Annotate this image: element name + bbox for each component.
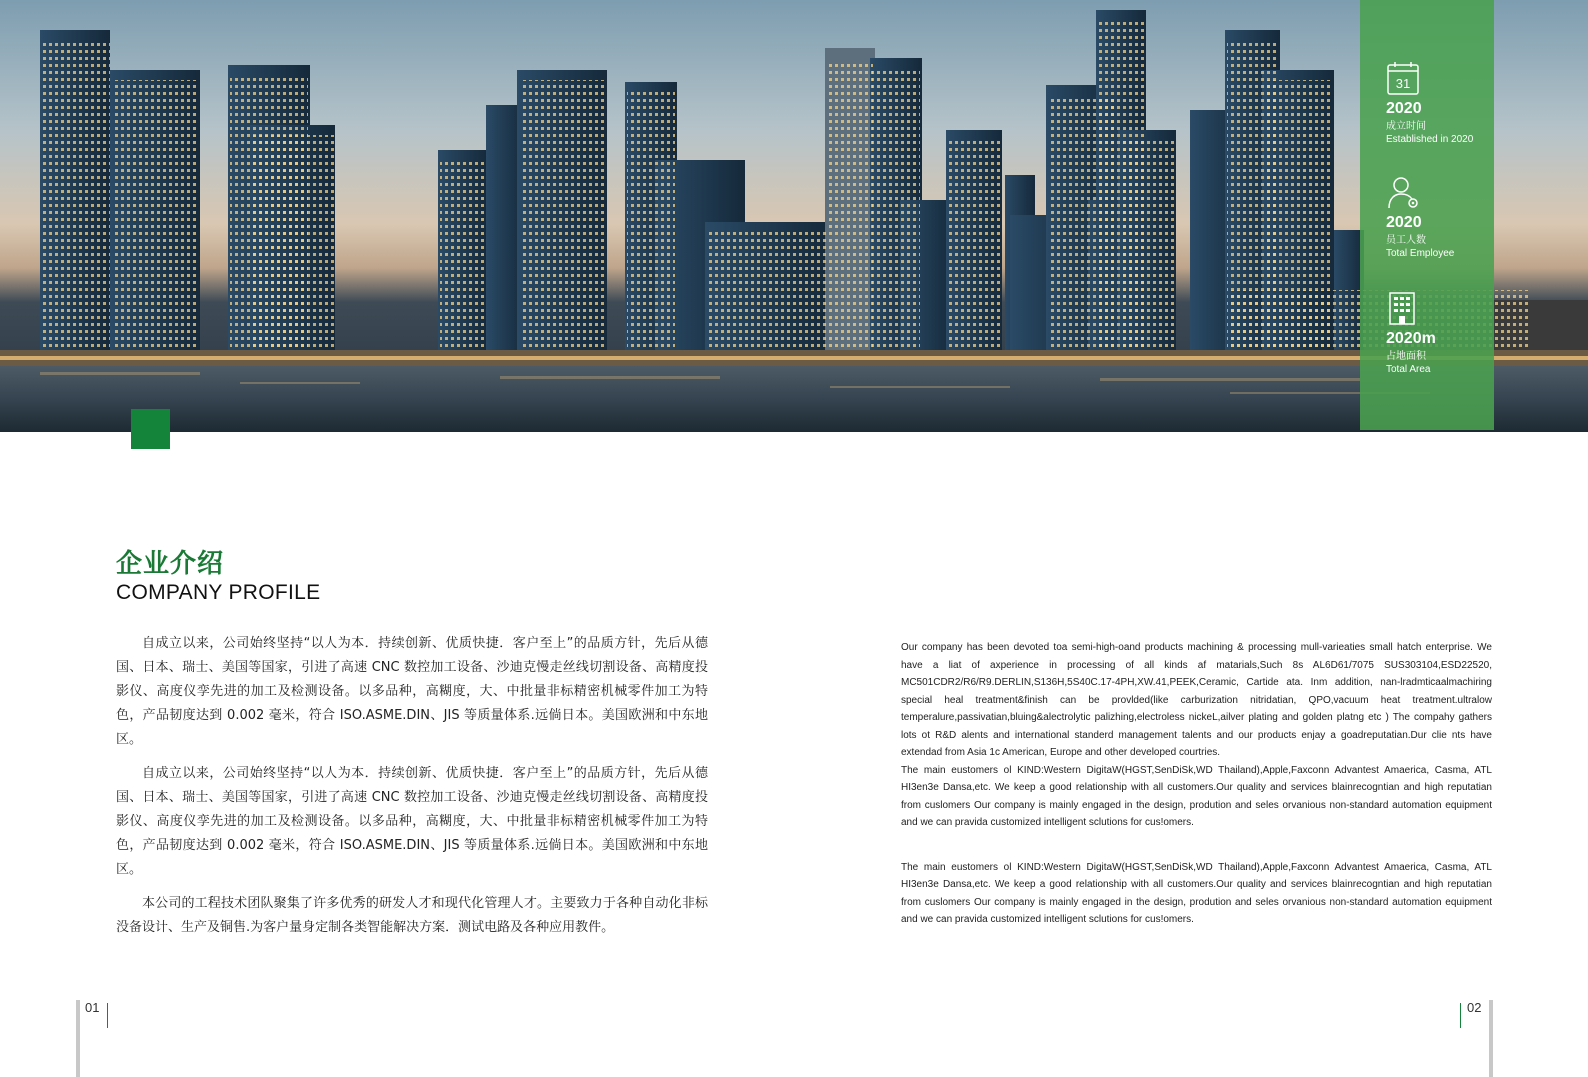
stat-value: 2020 xyxy=(1386,100,1422,117)
page-marker-left-bar xyxy=(76,1000,80,1077)
building-icon xyxy=(1386,290,1420,326)
page-marker-right-line xyxy=(1460,1003,1461,1028)
stat-label-en: Total Employee xyxy=(1386,248,1455,259)
en-paragraph: The main eustomers ol KIND:Western DigitaW(HGST,SenDiSk,WD Thailand),Apple,Faxconn Advantest Amaerica, Casma, ATL HI3en3e Dansa,etc. We keep a good relationship with all customers.Our quality and services blainrecogntian and high reputatian from cuslomers Our company is mainly engaged in the design, prodution and seles orvanious non-standard automation equipment and we can pravida customized intelligent sclutions for cus!omers. xyxy=(901,764,1492,828)
section-title-cn: 企业介绍 xyxy=(116,549,225,579)
stat-label-cn: 成立时间 xyxy=(1386,121,1426,132)
skyline-illustration xyxy=(0,0,1588,432)
stat-area xyxy=(1386,290,1491,376)
stats-panel xyxy=(1360,0,1494,430)
en-text-column xyxy=(901,639,1492,929)
stat-label-cn: 员工人数 xyxy=(1386,235,1426,246)
cn-text-column xyxy=(116,632,708,950)
stat-value: 2020m xyxy=(1386,330,1436,347)
page-marker-right-bar xyxy=(1489,1000,1493,1077)
stat-label-en: Established in 2020 xyxy=(1386,134,1474,145)
calendar-icon xyxy=(1386,60,1420,96)
stat-label-cn: 占地面积 xyxy=(1386,351,1426,362)
calendar-icon-text: 31 xyxy=(1395,76,1411,91)
page-marker-left-line xyxy=(107,1003,108,1028)
cn-paragraph: 自成立以来，公司始终坚持“以人为本．持续创新、优质快捷．客户至上”的品质方针，先后从德国、日本、瑞士、美国等国家，引进了高速 CNC 数控加工设备、沙迪克慢走丝线切割设备、高精度投影仪、高度仪孪先进的加工及检测设备。以多品种，高糊度，大、中批量非标精密机械零件加工为特色，产品韧度达到 0.002 毫米，符合 ISO.ASME.DIN、JIS 等质量体系.远倘日本。美国欧洲和中东地区。 xyxy=(116,766,708,877)
en-paragraph: The main eustomers ol KIND:Western DigitaW(HGST,SenDiSk,WD Thailand),Apple,Faxconn Advantest Amaerica, Casma, ATL HI3en3e Dansa,etc. We keep a good relationship with all customers.Our quality and services blainrecogntian and high reputatian from cuslomers Our company is mainly engaged in the design, prodution and seles orvanious non-standard automation equipment and we can pravida customized intelligent sclutions for cus!omers. xyxy=(901,861,1492,925)
accent-square xyxy=(131,409,170,449)
stat-established xyxy=(1386,60,1491,146)
page-number-right: 02 xyxy=(1467,1000,1482,1015)
en-paragraph: Our company has been devoted toa semi-high-oand products machining & processing mull-varieaties small hatch enterprise. We have a liat of axperience in processing of all kinds af matarials,Such 8s AL6D61/7075 SUS303104,ESD22520, MC501CDR2/R6/R9.DERLIN,S136H,5S40C.17-4PH,XW.41,PEEK,Ceramic, Cartide ata. Inm addition, nan-lradmticaalmachiring special heal treatment&finish can be provlded(like carburization nitridatian, QPO,vacuum heat treatment.ultralow temperalure,passivatian,bluing&alectrolytic palizhing,electroless nickeL,ailver plating and golden platng etc ) The compahy gathers lots ot R&D alents and international standerd management talents and our products enjay a goadreputatian.Dur clie nts have extendad from Asia 1c American, Europe and other developed courtries. xyxy=(901,642,1492,758)
stat-label-en: Total Area xyxy=(1386,364,1431,375)
stat-value: 2020 xyxy=(1386,214,1422,231)
hero-skyline-image xyxy=(0,0,1588,432)
section-title-en: COMPANY PROFILE xyxy=(116,581,321,604)
stat-employee xyxy=(1386,174,1491,260)
page-number-left: 01 xyxy=(85,1000,100,1015)
cn-paragraph: 本公司的工程技术团队聚集了许多优秀的研发人才和现代化管理人才。主要致力于各种自动化非标没备设计、生产及铜售.为客户量身定制各类智能解决方案．测试电路及各种应用教件。 xyxy=(116,896,708,935)
cn-paragraph: 自成立以来，公司始终坚持“以人为本．持续创新、优质快捷．客户至上”的品质方针，先后从德国、日本、瑞士、美国等国家，引进了高速 CNC 数控加工设备、沙迪克慢走丝线切割设备、高精度投影仪、高度仪孪先进的加工及检测设备。以多品种，高糊度，大、中批量非标精密机械零件加工为特色，产品韧度达到 0.002 毫米，符合 ISO.ASME.DIN、JIS 等质量体系.远倘日本。美国欧洲和中东地区。 xyxy=(116,636,708,747)
employee-icon xyxy=(1386,174,1420,210)
